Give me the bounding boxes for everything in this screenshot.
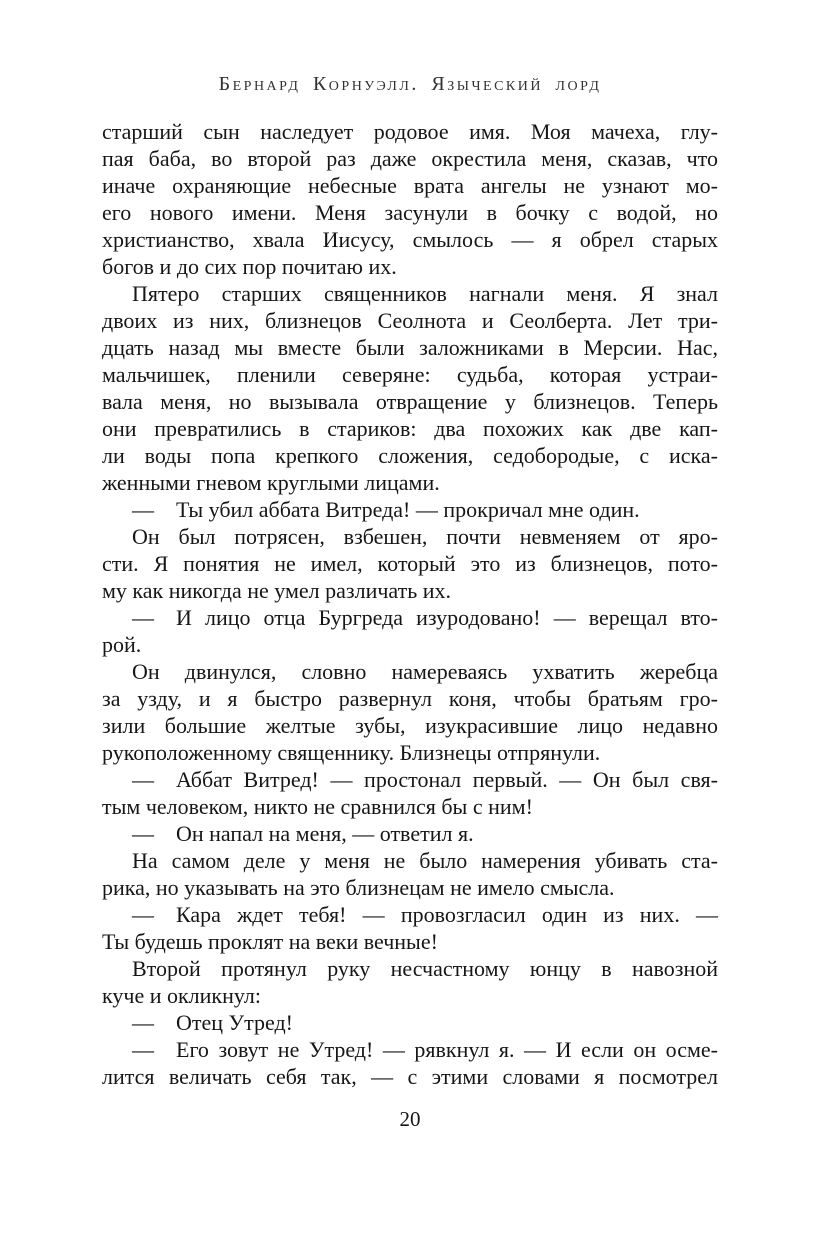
text-line: Он двинулся, словно намереваясь ухватить жеребца: [132, 659, 718, 684]
text-line: Пятеро старших священников нагнали меня. Я знал: [132, 281, 718, 306]
text-line: они превратились в стариков: два похожих как две кап-: [102, 416, 718, 441]
text-line: — И лицо отца Бургреда изуродовано! — верещал вто-: [132, 605, 718, 630]
page-number: 20: [399, 1107, 421, 1131]
text-line: пая баба, во второй раз даже окрестила меня, сказав, что: [102, 146, 718, 171]
text-line: лится величать себя так, — с этими словами я посмотрел: [102, 1064, 718, 1089]
text-line: тым человеком, никто не сравнился бы с ним!: [102, 794, 533, 819]
text-line: Ты будешь проклят на веки вечные!: [102, 929, 438, 954]
text-line: куче и окликнул:: [102, 983, 262, 1008]
text-line: — Его зовут не Утред! — рявкнул я. — И если он осме-: [132, 1037, 718, 1062]
text-line: — Он напал на меня, — ответил я.: [132, 821, 474, 846]
text-line: женными гневом круглыми лицами.: [102, 470, 440, 495]
text-line: му как никогда не умел различать их.: [102, 578, 452, 603]
text-line: — Ты убил аббата Витреда! — прокричал мне один.: [132, 497, 640, 522]
text-line: рика, но указывать на это близнецам не имело смысла.: [102, 875, 615, 900]
text-line: ли воды попа крепкого сложения, седобородые, с иска-: [102, 443, 718, 468]
text-line: мальчишек, пленили северяне: судьба, которая устраи-: [102, 362, 718, 387]
text-line: Второй протянул руку несчастному юнцу в навозной: [132, 956, 718, 981]
text-line: зили большие желтые зубы, изукрасившие лицо недавно: [102, 713, 718, 738]
text-line: его нового имени. Меня засунули в бочку с водой, но: [102, 200, 718, 225]
text-line: рукоположенному священнику. Близнецы отпрянули.: [102, 740, 601, 765]
running-header: Бернард Корнуэлл. Языческий лорд: [218, 73, 602, 95]
text-line: за узду, и я быстро развернул коня, чтобы братьям гро-: [102, 686, 718, 711]
text-line: старший сын наследует родовое имя. Моя мачеха, глу-: [102, 119, 718, 144]
text-line: На самом деле у меня не было намерения убивать ста-: [132, 848, 718, 873]
text-line: богов и до сих пор почитаю их.: [102, 254, 397, 279]
text-line: — Кара ждет тебя! — провозгласил один из них. —: [132, 902, 718, 927]
text-line: — Аббат Витред! — простонал первый. — Он был свя-: [132, 767, 718, 792]
text-line: христианство, хвала Иисусу, смылось — я обрел старых: [102, 227, 718, 252]
text-line: дцать назад мы вместе были заложниками в Мерсии. Нас,: [102, 335, 718, 360]
text-line: двоих из них, близнецов Сеолнота и Сеолберта. Лет три-: [102, 308, 718, 333]
text-line: сти. Я понятия не имел, который это из близнецов, пото-: [102, 551, 718, 576]
body-text: [102, 118, 718, 1090]
text-line: рой.: [102, 632, 142, 657]
text-line: — Отец Утред!: [132, 1010, 293, 1035]
text-line: Он был потрясен, взбешен, почти невменяем от яро-: [132, 524, 718, 549]
text-line: иначе охраняющие небесные врата ангелы не узнают мо-: [102, 173, 718, 198]
text-line: вала меня, но вызывала отвращение у близнецов. Теперь: [102, 389, 718, 414]
